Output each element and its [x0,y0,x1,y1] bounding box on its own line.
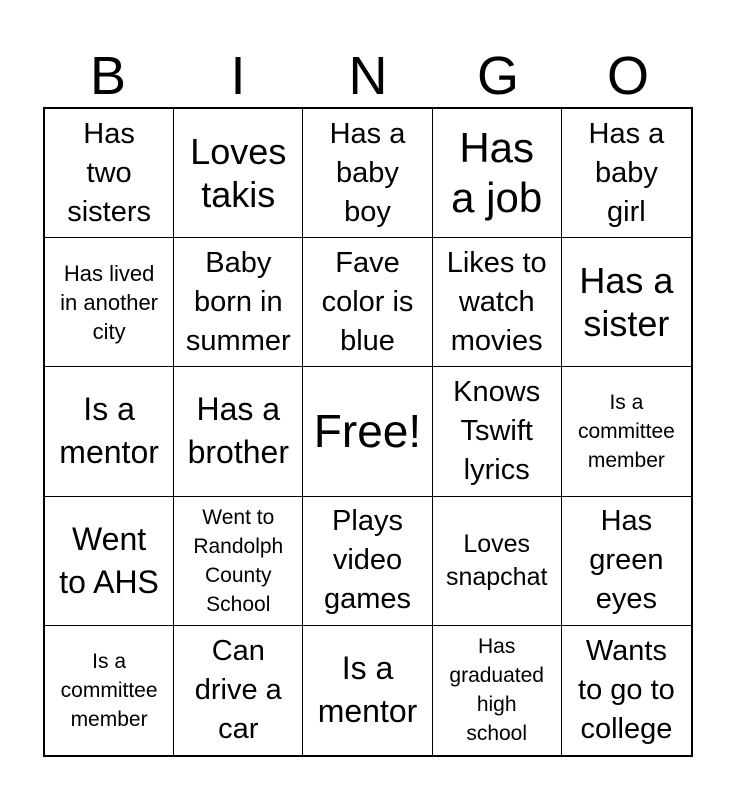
bingo-cell-r5c5[interactable] [562,626,691,755]
bingo-cell-text: Went to AHS [59,520,159,600]
bingo-cell-r1c2[interactable] [174,109,303,238]
bingo-cell-r2c2[interactable] [174,238,303,367]
header-letter-g: G [476,46,519,106]
bingo-cell-r2c1[interactable] [45,238,174,367]
bingo-cell-r2c3[interactable] [303,238,432,367]
bingo-cell-r5c1[interactable] [45,626,174,755]
bingo-cell-text: Loves snapchat [445,529,548,591]
header-letter-o: O [606,46,649,106]
bingo-cell-text: Has a baby girl [588,117,665,228]
bingo-cell-r4c5[interactable] [562,497,691,626]
bingo-board [43,107,693,757]
bingo-cell-r4c1[interactable] [45,497,174,626]
bingo-header [43,44,693,108]
bingo-cell-text: Can drive a car [194,634,282,745]
bingo-cell-r3c1[interactable] [45,367,174,496]
bingo-cell-text: Has a baby boy [329,117,406,228]
bingo-cell-r4c3[interactable] [303,497,432,626]
bingo-cell-r3c5[interactable] [562,367,691,496]
header-letter-b: B [89,46,127,106]
bingo-cell-r1c3[interactable] [303,109,432,238]
bingo-cell-text: Has a job [451,124,543,222]
bingo-cell-text: Is a committee member [60,649,158,731]
bingo-cell-r5c3[interactable] [303,626,432,755]
free-space-label: Free! [313,405,422,458]
bingo-cell-text: Baby born in summer [185,246,291,357]
bingo-cell-r2c5[interactable] [562,238,691,367]
bingo-cell-text: Plays video games [323,505,412,616]
bingo-cell-text: Went to Randolph County School [193,505,284,616]
bingo-cell-text: Likes to watch movies [446,246,547,357]
bingo-cell-r2c4[interactable] [433,238,562,367]
bingo-cell-r4c2[interactable] [174,497,303,626]
bingo-cell-r4c4[interactable] [433,497,562,626]
bingo-cell-text: Loves takis [190,131,287,216]
bingo-cell-free[interactable] [303,367,432,496]
bingo-cell-text: Has a brother [187,391,289,471]
bingo-cell-text: Is a mentor [59,391,159,471]
bingo-cell-text: Has graduated high school [449,635,544,746]
bingo-cell-r5c2[interactable] [174,626,303,755]
bingo-cell-text: Fave color is blue [321,246,414,357]
bingo-cell-r1c4[interactable] [433,109,562,238]
bingo-cell-text: Is a committee member [577,390,675,472]
bingo-cell-text: Has a sister [579,260,674,345]
header-letter-i: I [230,46,246,106]
bingo-cell-text: Wants to go to college [578,634,675,745]
bingo-cell-r5c4[interactable] [433,626,562,755]
bingo-cell-r1c1[interactable] [45,109,174,238]
bingo-cell-text: Has lived in another city [60,260,159,344]
bingo-cell-r3c4[interactable] [433,367,562,496]
bingo-cell-r3c2[interactable] [174,367,303,496]
bingo-cell-text: Knows Tswift lyrics [453,375,541,486]
bingo-cell-text: Has two sisters [67,117,151,228]
header-letter-n: N [348,46,388,106]
bingo-cell-text: Is a mentor [317,650,418,730]
bingo-cell-text: Has green eyes [589,505,664,616]
bingo-cell-r1c5[interactable] [562,109,691,238]
